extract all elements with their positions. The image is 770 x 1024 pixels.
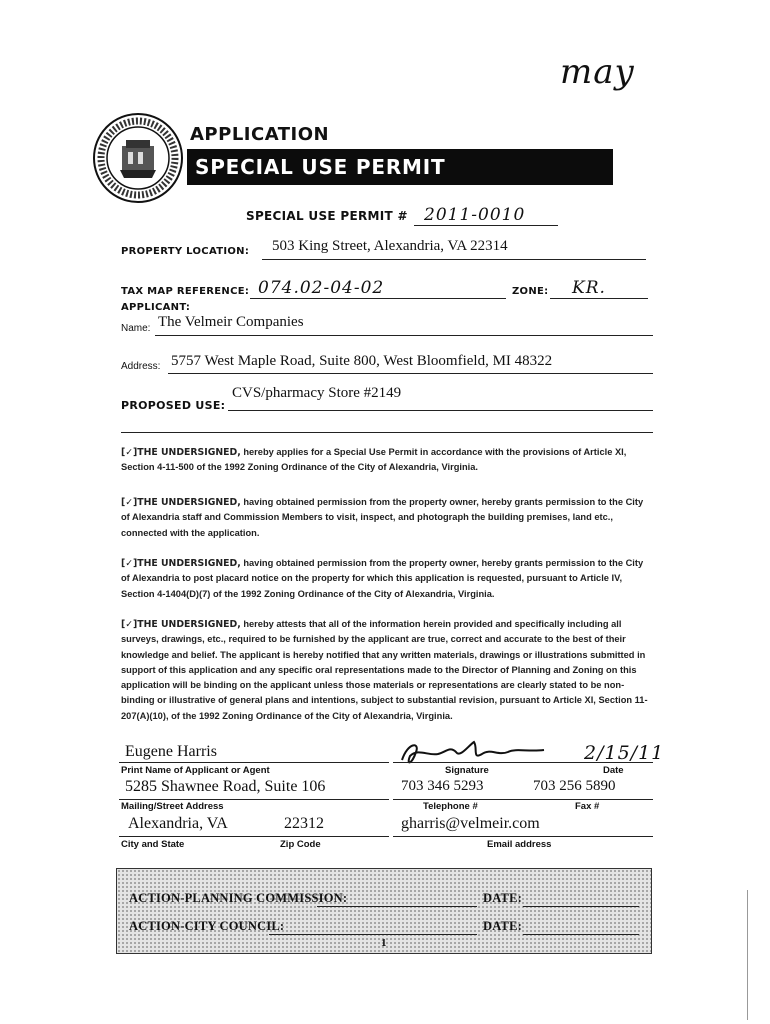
city-state-label: City and State xyxy=(121,839,185,850)
zip-value: 22312 xyxy=(284,815,324,832)
fax-value: 703 256 5890 xyxy=(533,778,616,794)
name-line xyxy=(155,335,653,336)
scan-edge-line xyxy=(747,890,748,1020)
property-location-value: 503 King Street, Alexandria, VA 22314 xyxy=(272,238,508,254)
paragraph-1-text: hereby applies for a Special Use Permit in accordance with the provisions of Article XI, Section 4-11-500 of the 1992 Zoning Ordinance of the City of Alexandria, Virginia. xyxy=(121,447,627,473)
planning-commission-line xyxy=(317,906,477,907)
proposed-use-label: PROPOSED USE: xyxy=(121,399,226,412)
zone-value: KR. xyxy=(572,278,606,298)
print-name-label: Print Name of Applicant or Agent xyxy=(121,765,270,776)
telephone-value: 703 346 5293 xyxy=(401,778,484,794)
street-address-line xyxy=(119,799,389,800)
proposed-use-line xyxy=(228,410,653,411)
planning-commission-label: ACTION-PLANNING COMMISSION: xyxy=(129,891,348,905)
street-address-label: Mailing/Street Address xyxy=(121,801,224,812)
council-date-line xyxy=(523,934,639,935)
signature-mark xyxy=(398,738,578,768)
telephone-line xyxy=(393,799,653,800)
telephone-label: Telephone # xyxy=(423,801,478,812)
name-label: Name: xyxy=(121,323,151,334)
handwritten-note: may xyxy=(560,52,635,92)
email-label: Email address xyxy=(487,839,552,850)
paragraph-2-lead: [✓]THE UNDERSIGNED, xyxy=(121,497,241,508)
city-council-line xyxy=(269,934,477,935)
paragraph-4-lead: [✓]THE UNDERSIGNED, xyxy=(121,619,241,630)
proposed-use-value: CVS/pharmacy Store #2149 xyxy=(232,385,402,401)
permit-number-value: 2011-0010 xyxy=(424,205,526,225)
applicant-address-value: 5757 West Maple Road, Suite 800, West Bloomfield, MI 48322 xyxy=(171,353,553,369)
street-address-value: 5285 Shawnee Road, Suite 106 xyxy=(125,778,326,795)
city-seal-logo xyxy=(92,112,184,204)
title-banner-text: SPECIAL USE PERMIT xyxy=(195,155,446,179)
email-value: gharris@velmeir.com xyxy=(401,815,540,832)
council-date-label: DATE: xyxy=(483,919,522,933)
property-location-label: PROPERTY LOCATION: xyxy=(121,246,250,257)
action-box xyxy=(116,868,652,954)
paragraph-4 xyxy=(121,617,654,724)
paragraph-4-text: hereby attests that all of the information herein provided and specifically including all surveys, drawings, etc., required to be furnished by the applicant are true, correct and accurate to the best of their knowledge and belief. The applicant is hereby notified that any written materials, drawings or illustrations submitted in support of this application and any specific oral representations made to the Director of Planning and Zoning on this application will be binding on the applicant unless those materials or representations are clearly stated to be non-binding or illustrative of general plans and intentions, subject to substantial revision, pursuant to Article XI, Section 11-207(A)(10), of the 1992 Zoning Ordinance of the City of Alexandria, Virginia. xyxy=(121,619,648,721)
zone-label: ZONE: xyxy=(512,286,549,297)
section-divider xyxy=(121,432,653,433)
email-line xyxy=(393,836,653,837)
planning-date-line xyxy=(523,906,639,907)
permit-number-line xyxy=(414,225,558,226)
title-banner xyxy=(187,149,613,185)
zip-label: Zip Code xyxy=(280,839,321,850)
page-number: 1 xyxy=(381,937,387,949)
paragraph-1-lead: [✓]THE UNDERSIGNED, xyxy=(121,447,241,458)
planning-date-label: DATE: xyxy=(483,891,522,905)
print-name-value: Eugene Harris xyxy=(125,743,217,760)
paragraph-3-lead: [✓]THE UNDERSIGNED, xyxy=(121,558,241,569)
paragraph-2-text: having obtained permission from the property owner, hereby grants permission to the City of Alexandria staff and Commission Members to visit, inspect, and photograph the building premises, land etc., connected with the application. xyxy=(121,497,644,538)
tax-map-value: 074.02-04-02 xyxy=(258,278,385,298)
applicant-name-value: The Velmeir Companies xyxy=(158,314,304,330)
address-line xyxy=(168,373,653,374)
applicant-label: APPLICANT: xyxy=(121,302,191,313)
paragraph-1 xyxy=(121,445,654,476)
city-state-value: Alexandria, VA xyxy=(128,815,228,832)
date-label: Date xyxy=(603,765,624,776)
city-council-label: ACTION-CITY COUNCIL: xyxy=(129,919,285,933)
property-location-line xyxy=(262,259,646,260)
signature-date-value: 2/15/11 xyxy=(584,742,665,764)
tax-map-line xyxy=(250,298,506,299)
signature-line xyxy=(393,762,653,763)
signature-label: Signature xyxy=(445,765,489,776)
paragraph-3-text: having obtained permission from the property owner, hereby grants permission to the City of Alexandria to post placard notice on the property for which this application is requested, pursuant to Article IV, Section 4-1404(D)(7) of the 1992 Zoning Ordinance of the City of Alexandria, Virginia. xyxy=(121,558,644,599)
paragraph-3 xyxy=(121,556,654,602)
city-state-line xyxy=(119,836,389,837)
paragraph-2 xyxy=(121,495,654,541)
application-title: APPLICATION xyxy=(190,124,330,145)
tax-map-label: TAX MAP REFERENCE: xyxy=(121,286,250,297)
print-name-line xyxy=(119,762,389,763)
permit-number-label: SPECIAL USE PERMIT # xyxy=(246,209,408,223)
zone-line xyxy=(550,298,648,299)
fax-label: Fax # xyxy=(575,801,600,812)
address-label: Address: xyxy=(121,361,161,372)
